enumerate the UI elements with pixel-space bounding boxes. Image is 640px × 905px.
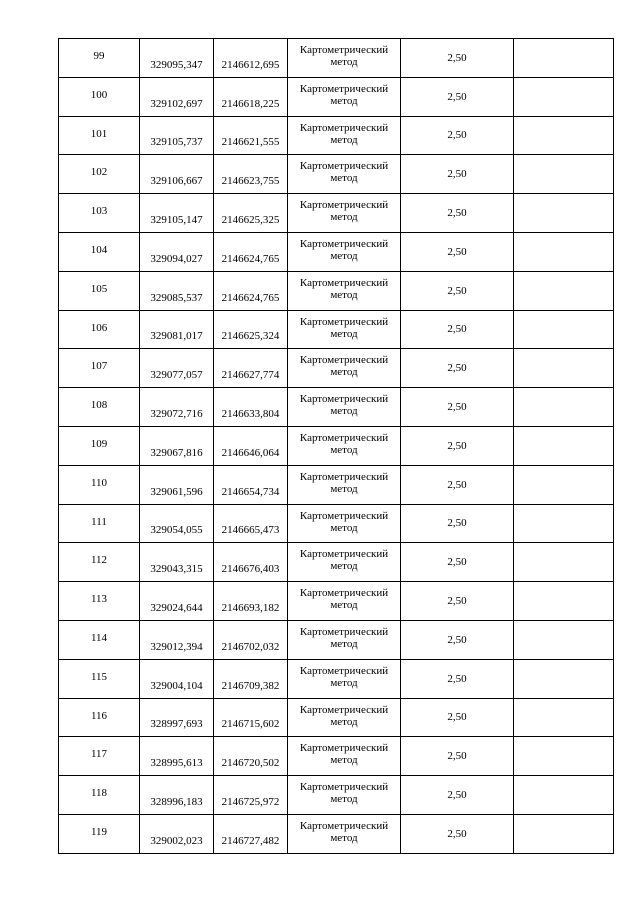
accuracy-cell: 2,50 [401,698,514,737]
method-cell: Картометрический метод [288,620,401,659]
point-number-cell: 104 [59,232,140,271]
coordinate-y-cell: 2146625,325 [214,194,288,233]
method-cell: Картометрический метод [288,543,401,582]
method-cell: Картометрический метод [288,504,401,543]
accuracy-cell: 2,50 [401,465,514,504]
method-cell: Картометрический метод [288,698,401,737]
table-row [59,310,614,349]
coordinate-x-cell: 328995,613 [140,737,214,776]
point-number-cell: 117 [59,737,140,776]
table-row [59,737,614,776]
method-cell: Картометрический метод [288,582,401,621]
coordinate-y-cell: 2146625,324 [214,310,288,349]
accuracy-cell: 2,50 [401,426,514,465]
point-number-cell: 118 [59,776,140,815]
point-number-cell: 111 [59,504,140,543]
point-number-cell: 115 [59,659,140,698]
accuracy-cell: 2,50 [401,620,514,659]
coordinate-y-cell: 2146715,602 [214,698,288,737]
table-row [59,232,614,271]
point-number-cell: 106 [59,310,140,349]
point-number-cell: 119 [59,814,140,853]
coordinate-x-cell: 329002,023 [140,814,214,853]
table-row [59,543,614,582]
table-row [59,388,614,427]
accuracy-cell: 2,50 [401,155,514,194]
coordinate-x-cell: 329105,147 [140,194,214,233]
coordinates-table-body [59,39,614,854]
note-cell [514,194,614,233]
table-row [59,814,614,853]
coordinate-y-cell: 2146654,734 [214,465,288,504]
accuracy-cell: 2,50 [401,388,514,427]
note-cell [514,465,614,504]
method-cell: Картометрический метод [288,116,401,155]
point-number-cell: 114 [59,620,140,659]
coordinate-y-cell: 2146621,555 [214,116,288,155]
note-cell [514,39,614,78]
coordinate-x-cell: 329004,104 [140,659,214,698]
coordinate-x-cell: 329012,394 [140,620,214,659]
coordinate-y-cell: 2146702,032 [214,620,288,659]
coordinate-x-cell: 329085,537 [140,271,214,310]
note-cell [514,620,614,659]
coordinate-x-cell: 329067,816 [140,426,214,465]
method-cell: Картометрический метод [288,310,401,349]
note-cell [514,349,614,388]
coordinate-y-cell: 2146624,765 [214,232,288,271]
note-cell [514,388,614,427]
coordinate-y-cell: 2146618,225 [214,77,288,116]
accuracy-cell: 2,50 [401,232,514,271]
point-number-cell: 99 [59,39,140,78]
method-cell: Картометрический метод [288,77,401,116]
note-cell [514,776,614,815]
note-cell [514,543,614,582]
accuracy-cell: 2,50 [401,582,514,621]
method-cell: Картометрический метод [288,155,401,194]
method-cell: Картометрический метод [288,814,401,853]
method-cell: Картометрический метод [288,388,401,427]
point-number-cell: 116 [59,698,140,737]
note-cell [514,77,614,116]
table-row [59,155,614,194]
table-row [59,39,614,78]
table-row [59,698,614,737]
coordinate-y-cell: 2146725,972 [214,776,288,815]
table-row [59,349,614,388]
accuracy-cell: 2,50 [401,310,514,349]
point-number-cell: 109 [59,426,140,465]
point-number-cell: 102 [59,155,140,194]
coordinate-x-cell: 329095,347 [140,39,214,78]
point-number-cell: 101 [59,116,140,155]
table-row [59,659,614,698]
table-row [59,271,614,310]
point-number-cell: 103 [59,194,140,233]
coordinate-x-cell: 329077,057 [140,349,214,388]
coordinate-y-cell: 2146727,482 [214,814,288,853]
accuracy-cell: 2,50 [401,77,514,116]
table-row [59,77,614,116]
method-cell: Картометрический метод [288,465,401,504]
method-cell: Картометрический метод [288,659,401,698]
note-cell [514,659,614,698]
coordinate-y-cell: 2146646,064 [214,426,288,465]
coordinate-x-cell: 329081,017 [140,310,214,349]
note-cell [514,814,614,853]
coordinates-table [58,38,614,854]
note-cell [514,698,614,737]
accuracy-cell: 2,50 [401,659,514,698]
point-number-cell: 112 [59,543,140,582]
point-number-cell: 100 [59,77,140,116]
coordinate-y-cell: 2146720,502 [214,737,288,776]
table-row [59,620,614,659]
coordinate-x-cell: 329106,667 [140,155,214,194]
coordinate-x-cell: 329072,716 [140,388,214,427]
note-cell [514,232,614,271]
method-cell: Картометрический метод [288,232,401,271]
coordinate-y-cell: 2146665,473 [214,504,288,543]
note-cell [514,116,614,155]
accuracy-cell: 2,50 [401,737,514,776]
accuracy-cell: 2,50 [401,194,514,233]
coordinate-x-cell: 328996,183 [140,776,214,815]
accuracy-cell: 2,50 [401,814,514,853]
point-number-cell: 108 [59,388,140,427]
accuracy-cell: 2,50 [401,116,514,155]
coordinate-y-cell: 2146624,765 [214,271,288,310]
coordinate-y-cell: 2146623,755 [214,155,288,194]
table-row [59,776,614,815]
method-cell: Картометрический метод [288,349,401,388]
accuracy-cell: 2,50 [401,349,514,388]
method-cell: Картометрический метод [288,39,401,78]
coordinate-y-cell: 2146709,382 [214,659,288,698]
accuracy-cell: 2,50 [401,271,514,310]
table-row [59,194,614,233]
table-row [59,465,614,504]
method-cell: Картометрический метод [288,194,401,233]
coordinate-x-cell: 329043,315 [140,543,214,582]
note-cell [514,310,614,349]
coordinate-y-cell: 2146676,403 [214,543,288,582]
note-cell [514,271,614,310]
point-number-cell: 110 [59,465,140,504]
coordinate-y-cell: 2146633,804 [214,388,288,427]
table-row [59,582,614,621]
note-cell [514,426,614,465]
accuracy-cell: 2,50 [401,504,514,543]
method-cell: Картометрический метод [288,737,401,776]
table-row [59,504,614,543]
method-cell: Картометрический метод [288,776,401,815]
table-row [59,116,614,155]
coordinate-x-cell: 328997,693 [140,698,214,737]
point-number-cell: 105 [59,271,140,310]
note-cell [514,582,614,621]
point-number-cell: 107 [59,349,140,388]
accuracy-cell: 2,50 [401,39,514,78]
method-cell: Картометрический метод [288,426,401,465]
accuracy-cell: 2,50 [401,776,514,815]
note-cell [514,504,614,543]
coordinate-y-cell: 2146627,774 [214,349,288,388]
coordinate-x-cell: 329054,055 [140,504,214,543]
note-cell [514,737,614,776]
coordinate-x-cell: 329102,697 [140,77,214,116]
coordinate-x-cell: 329061,596 [140,465,214,504]
note-cell [514,155,614,194]
coordinate-y-cell: 2146693,182 [214,582,288,621]
coordinate-x-cell: 329094,027 [140,232,214,271]
table-row [59,426,614,465]
coordinate-y-cell: 2146612,695 [214,39,288,78]
coordinate-x-cell: 329024,644 [140,582,214,621]
accuracy-cell: 2,50 [401,543,514,582]
coordinate-x-cell: 329105,737 [140,116,214,155]
point-number-cell: 113 [59,582,140,621]
method-cell: Картометрический метод [288,271,401,310]
